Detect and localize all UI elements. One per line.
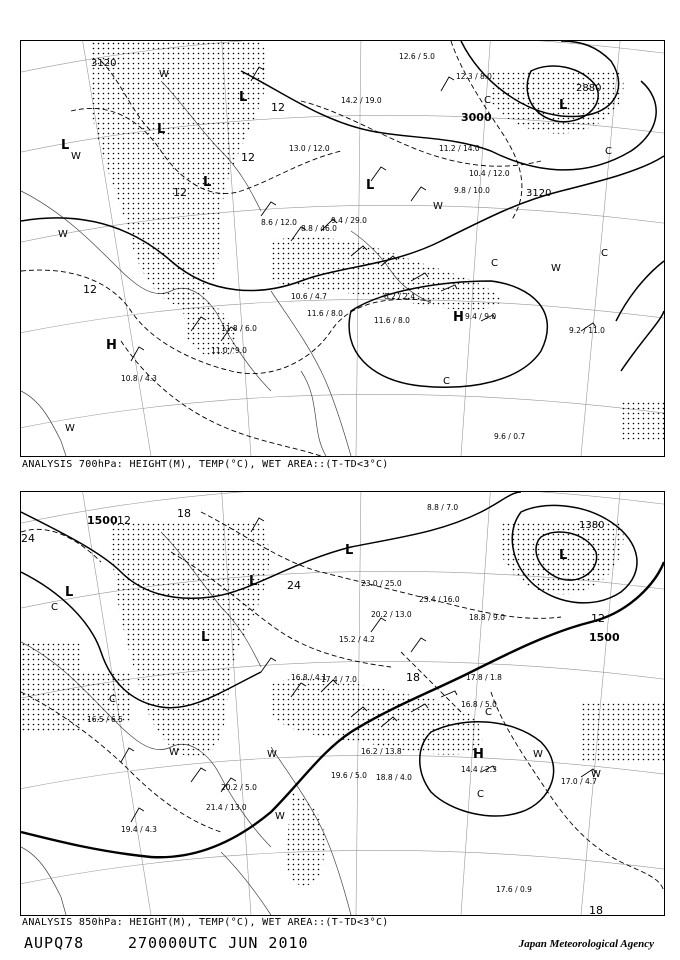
- height-label: 1380: [579, 520, 605, 531]
- station-value: 21.4 / 13.0: [206, 803, 247, 812]
- station-value: 17.0 / 4.7: [561, 777, 597, 786]
- warm-marker: W: [433, 201, 443, 212]
- station-value: 16.8 / 4.1: [291, 673, 327, 682]
- low-center: L: [201, 630, 210, 645]
- station-value: 11.8 / 6.0: [221, 324, 257, 333]
- isotherm-label: 24: [287, 579, 301, 592]
- height-label: 1500: [87, 514, 118, 527]
- low-center: L: [559, 548, 568, 563]
- isotherm-label: 18: [177, 507, 191, 520]
- station-value: 16.8 / 5.0: [461, 700, 497, 709]
- station-value: 10.4 / 12.0: [469, 169, 510, 178]
- isotherm-label: 12: [83, 283, 97, 296]
- low-center: L: [239, 90, 248, 105]
- station-value: 20.2 / 13.0: [371, 610, 412, 619]
- warm-marker: W: [169, 747, 179, 758]
- station-value: 14.4 / 2.3: [461, 765, 497, 774]
- isotherm-label: 12: [271, 101, 285, 114]
- station-value: 16.5 / 6.5: [87, 715, 123, 724]
- chart-code: AUPQ78: [24, 934, 85, 952]
- isotherm-label: 12: [173, 186, 187, 199]
- high-center: H: [453, 310, 464, 325]
- height-label: 2880: [576, 83, 602, 94]
- low-center: L: [203, 175, 212, 190]
- warm-marker: W: [58, 229, 68, 240]
- station-value: 23.0 / 25.0: [361, 579, 402, 588]
- height-label: 1500: [589, 631, 620, 644]
- cold-marker: C: [605, 146, 612, 157]
- station-value: 9.4 / 9.0: [465, 312, 497, 321]
- station-value: 13.0 / 12.0: [289, 144, 330, 153]
- station-value: 19.6 / 5.0: [331, 771, 367, 780]
- station-value: 12.3 / 8.0: [456, 72, 492, 81]
- caption-700hpa: ANALYSIS 700hPa: HEIGHT(M), TEMP(°C), WET AREA::(T-TD<3°C): [22, 459, 389, 470]
- wet-areas: [21, 522, 664, 886]
- cold-marker: C: [477, 789, 484, 800]
- isotherm-label: 12: [591, 612, 605, 625]
- isotherm-label: 18: [406, 671, 420, 684]
- station-value: 10.8 / 4.3: [121, 374, 157, 383]
- station-value: 23.4 / 16.0: [419, 595, 460, 604]
- warm-marker: W: [591, 769, 601, 780]
- map-850hpa-svg: [21, 492, 664, 915]
- cold-marker: C: [484, 95, 491, 106]
- low-center: L: [61, 138, 70, 153]
- cold-marker: C: [443, 376, 450, 387]
- caption-850hpa: ANALYSIS 850hPa: HEIGHT(M), TEMP(°C), WET AREA::(T-TD<3°C): [22, 917, 389, 928]
- station-value: 11.6 / 8.0: [374, 316, 410, 325]
- low-center: L: [366, 178, 375, 193]
- station-value: 12.6 / 5.0: [399, 52, 435, 61]
- height-label: 3120: [526, 188, 552, 199]
- cold-marker: C: [601, 248, 608, 259]
- cold-marker: C: [51, 602, 58, 613]
- station-value: 9.4 / 29.0: [331, 216, 367, 225]
- station-value: 8.8 / 7.0: [427, 503, 459, 512]
- valid-time: 270000UTC JUN 2010: [128, 934, 309, 952]
- station-value: 8.2 / 2.4: [384, 292, 416, 301]
- station-value: 20.2 / 5.0: [221, 783, 257, 792]
- cold-marker: C: [485, 707, 492, 718]
- station-value: 15.2 / 4.2: [339, 635, 375, 644]
- height-label: 3120: [91, 58, 117, 69]
- isotherm-label: 12: [117, 514, 131, 527]
- station-value: 16.2 / 13.8: [361, 747, 402, 756]
- station-value: 11.0 / 9.0: [211, 346, 247, 355]
- station-value: 9.2 / 11.0: [569, 326, 605, 335]
- station-value: 9.8 / 10.0: [454, 186, 490, 195]
- station-value: 18.8 / 4.0: [376, 773, 412, 782]
- low-center: L: [345, 543, 354, 558]
- high-center: H: [106, 338, 117, 353]
- station-value: 19.4 / 4.3: [121, 825, 157, 834]
- station-value: 17.8 / 1.8: [466, 673, 502, 682]
- station-value: 9.6 / 0.7: [494, 432, 526, 441]
- low-center: L: [157, 122, 166, 137]
- station-value: 14.2 / 19.0: [341, 96, 382, 105]
- station-value: 17.4 / 7.0: [321, 675, 357, 684]
- isotherm-label: 24: [21, 532, 35, 545]
- station-value: 11.2 / 14.0: [439, 144, 480, 153]
- warm-marker: W: [159, 69, 169, 80]
- low-center: L: [559, 98, 568, 113]
- warm-marker: W: [71, 151, 81, 162]
- height-label: 3000: [461, 111, 492, 124]
- low-center: L: [65, 585, 74, 600]
- warm-marker: W: [551, 263, 561, 274]
- high-center: H: [473, 747, 484, 762]
- analysis-700hpa-map: [20, 40, 665, 457]
- map-700hpa-svg: [21, 41, 664, 456]
- station-value: 8.6 / 12.0: [261, 218, 297, 227]
- station-value: 18.8 / 9.0: [469, 613, 505, 622]
- station-value: 10.6 / 4.7: [291, 292, 327, 301]
- cold-marker: C: [491, 258, 498, 269]
- warm-marker: W: [275, 811, 285, 822]
- warm-marker: W: [533, 749, 543, 760]
- warm-marker: W: [65, 423, 75, 434]
- analysis-850hpa-map: [20, 491, 665, 916]
- isotherm-label: 12: [241, 151, 255, 164]
- low-center: L: [249, 574, 258, 589]
- station-value: 11.6 / 8.0: [307, 309, 343, 318]
- isotherm-label: 18: [589, 904, 603, 915]
- warm-marker: W: [267, 749, 277, 760]
- station-value: 8.8 / 46.0: [301, 224, 337, 233]
- agency-credit: Japan Meteorological Agency: [518, 938, 654, 950]
- cold-marker: C: [109, 694, 116, 705]
- station-value: 17.6 / 0.9: [496, 885, 532, 894]
